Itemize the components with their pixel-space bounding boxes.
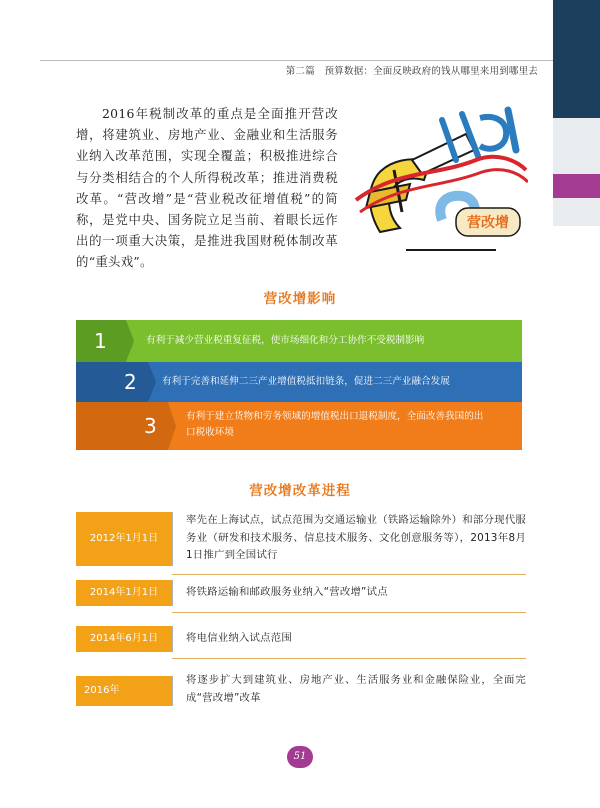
timeline-date: 2012年1月1日 xyxy=(76,512,172,566)
impact-text: 有利于完善和延伸二三产业增值税抵扣链条，促进二三产业融合发展 xyxy=(162,376,450,387)
timeline-row xyxy=(76,626,526,662)
timeline-rule xyxy=(172,658,526,659)
timeline-row xyxy=(76,672,526,718)
timeline-description: 将电信业纳入试点范围 xyxy=(186,632,292,644)
side-tab-accent xyxy=(553,174,600,198)
impact-item-2 xyxy=(76,362,522,402)
timeline-divider xyxy=(172,580,173,606)
impact-item-3 xyxy=(76,402,522,450)
impact-text: 有利于建立货物和劳务领域的增值税出口退税制度，全面改善我国的出 口税收环境 xyxy=(186,411,484,438)
timeline-divider xyxy=(172,512,173,566)
timeline-row xyxy=(76,512,526,576)
timeline-description: 将铁路运输和邮政服务业纳入“营改增”试点 xyxy=(186,586,388,598)
impact-title: 营改增影响 xyxy=(263,291,337,307)
page-number: 51 xyxy=(287,746,313,768)
timeline-date: 2016年 xyxy=(76,676,172,706)
progress-title: 营改增改革进程 xyxy=(249,483,351,499)
timeline-date: 2014年6月1日 xyxy=(76,626,172,652)
header-rule xyxy=(40,60,553,61)
timeline-description: 将逐步扩大到建筑业、房地产业、生活服务业和金融保险业，全面完成“营改增”改革 xyxy=(186,674,526,704)
timeline-rule xyxy=(172,574,526,575)
side-tab-top xyxy=(553,0,600,118)
timeline-divider xyxy=(172,676,173,706)
impact-number: 1 xyxy=(94,329,107,353)
timeline-row xyxy=(76,580,526,616)
impact-number: 3 xyxy=(144,414,157,438)
impact-text: 有利于减少营业税重复征税，使市场细化和分工协作不受税制影响 xyxy=(146,335,425,346)
illustration-badge: 营改增 xyxy=(467,215,509,231)
impact-number: 2 xyxy=(124,370,137,394)
vat-reform-illustration xyxy=(346,100,528,260)
side-tab-middle xyxy=(553,118,600,226)
impact-item-1 xyxy=(76,320,522,362)
timeline-divider xyxy=(172,626,173,652)
timeline-rule xyxy=(172,612,526,613)
timeline-description: 率先在上海试点，试点范围为交通运输业（铁路运输除外）和部分现代服务业（研发和技术服务、信息技术服务、文化创意服务等），2013年8月1日推广到全国试行 xyxy=(186,514,526,561)
timeline-date: 2014年1月1日 xyxy=(76,580,172,606)
running-header: 第二篇 预算数据：全面反映政府的钱从哪里来用到哪里去 xyxy=(285,66,538,77)
intro-paragraph: 2016年税制改革的重点是全面推开营改增，将建筑业、房地产业、金融业和生活服务业纳入改革范围，实现全覆盖；积极推进综合与分类相结合的个人所得税改革；推进消费税改革。“营改增”是“营业税改征增值税”的简称，是党中央、国务院立足当前、着眼长远作出的一项重大决策，是推进我国财税体制改革的“重头戏”。 xyxy=(76,106,338,270)
